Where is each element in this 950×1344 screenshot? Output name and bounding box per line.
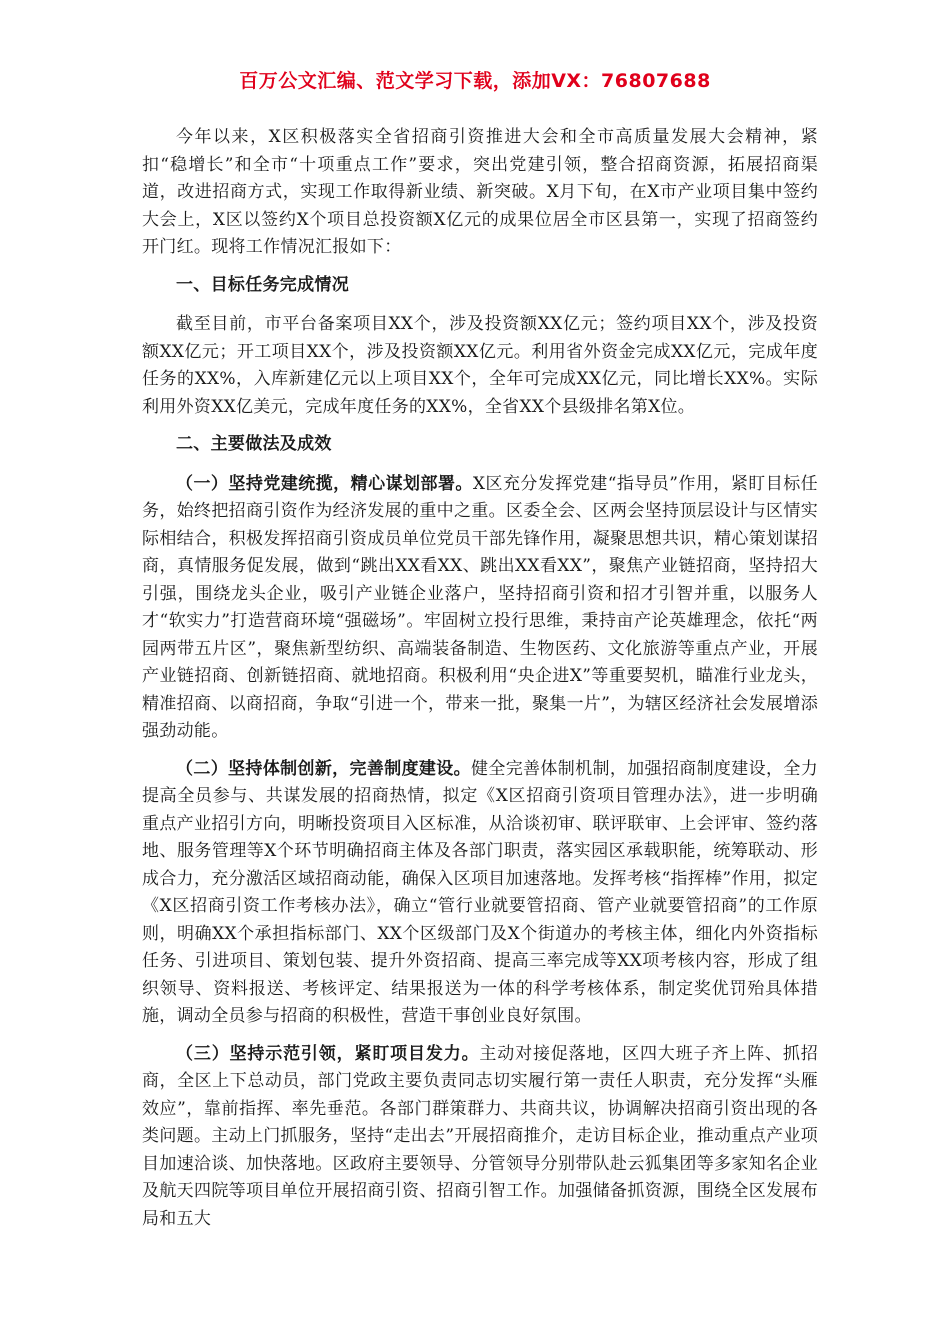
subsection-3-lead: （三）坚持示范引领，紧盯项目发力。: [176, 1043, 480, 1064]
subsection-3-body: 主动对接促落地，区四大班子齐上阵、抓招商，全区上下总动员，部门党政主要负责同志切实履行第一责任人职责，充分发挥“头雁效应”，靠前指挥、率先垂范。各部门群策群力、共商共议，协调解决招商引资出现的各类问题。主动上门抓服务，坚持“走出去”开展招商推介，走访目标企业，推动重点产业项目加速洽谈、加快落地。区政府主要领导、分管领导分别带队赴云狐集团等多家知名企业及航天四院等项目单位开展招商引资、招商引智工作。加强储备抓资源，围绕全区发展布局和五大: [142, 1043, 818, 1229]
subsection-3-paragraph: [142, 1041, 818, 1234]
subsection-2-lead: （二）坚持体制创新，完善制度建设。: [176, 758, 471, 779]
subsection-2-paragraph: [142, 756, 818, 1031]
subsection-1-paragraph: [142, 471, 818, 746]
document-body: [142, 124, 818, 1243]
section-2-heading: 二、主要做法及成效: [176, 434, 332, 454]
intro-paragraph: 今年以来，X区积极落实全省招商引资推进大会和全市高质量发展大会精神，紧扣“稳增长”和全市“十项重点工作”要求，突出党建引领，整合招商资源，拓展招商渠道，改进招商方式，实现工作取得新业绩、新突破。X月下旬，在X市产业项目集中签约大会上，X区以签约X个项目总投资额X亿元的成果位居全市区县第一，实现了招商签约开门红。现将工作情况汇报如下：: [142, 127, 818, 257]
download-banner: 百万公文汇编、范文学习下载，添加VX：76807688: [239, 70, 711, 92]
subsection-2-body: 健全完善体制机制，加强招商制度建设，全力提高全员参与、共谋发展的招商热情，拟定《X区招商引资项目管理办法》，进一步明确重点产业招引方向，明晰投资项目入区标准，从洽谈初审、联评联审、上会评审、签约落地、服务管理等X个环节明确招商主体及各部门职责，落实园区承载职能，统筹联动、形成合力，充分激活区域招商动能，确保入区项目加速落地。发挥考核“指挥棒”作用，拟定《X区招商引资工作考核办法》，确立“管行业就要管招商、管产业就要管招商”的工作原则，明确XX个承担指标部门、XX个区级部门及X个街道办的考核主体，细化内外资指标任务、引进项目、策划包装、提升外资招商、提高三率完成等XX项考核内容，形成了组织领导、资料报送、考核评定、结果报送为一体的科学考核体系，制定奖优罚殆具体措施，调动全员参与招商的积极性，营造干事创业良好氛围。: [142, 758, 818, 1026]
section-1-heading: 一、目标任务完成情况: [176, 274, 349, 295]
subsection-1-body: X区充分发挥党建“指导员”作用，紧盯目标任务，始终把招商引资作为经济发展的重中之重。区委全会、区两会坚持顶层设计与区情实际相结合，积极发挥招商引资成员单位党员干部先锋作用，凝聚思想共识，精心策划谋招商，真情服务促发展，做到“跳出XX看XX、跳出XX看XX”，聚焦产业链招商，坚持招大引强，围绕龙头企业，吸引产业链企业落户，坚持招商引资和招才引智并重，以服务人才“软实力”打造营商环境“强磁场”。牢固树立投行思维，秉持亩产论英雄理念，依托“两园两带五片区”，聚焦新型纺织、高端装备制造、生物医药、文化旅游等重点产业，开展产业链招商、创新链招商、就地招商。积极利用“央企进X”等重要契机，瞄准行业龙头，精准招商、以商招商，争取“引进一个，带来一批，聚集一片”，为辖区经济社会发展增添强劲动能。: [142, 473, 818, 741]
section-1-paragraph: 截至目前，市平台备案项目XX个，涉及投资额XX亿元；签约项目XX个，涉及投资额XX亿元；开工项目XX个，涉及投资额XX亿元。利用省外资金完成XX亿元，完成年度任务的XX%，入库新建亿元以上项目XX个，全年可完成XX亿元，同比增长XX%。实际利用外资XX亿美元，完成年度任务的XX%，全省XX个县级排名第X位。: [142, 314, 818, 417]
subsection-1-lead: （一）坚持党建统揽，精心谋划部署。: [176, 473, 473, 494]
